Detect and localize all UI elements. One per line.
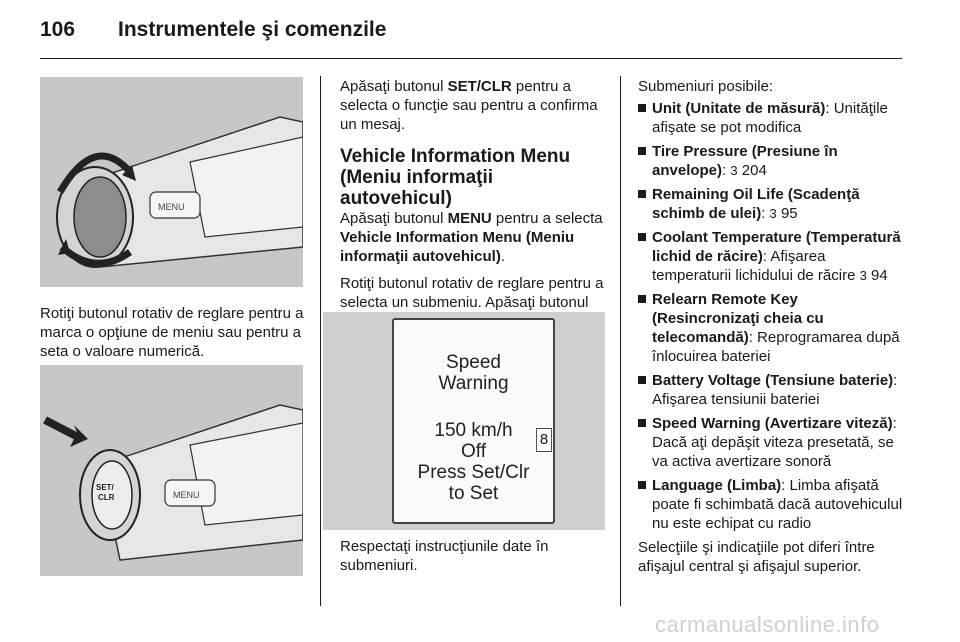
ref-arrow-icon: 3	[730, 163, 738, 178]
lever-menu-text-2: MENU	[173, 490, 200, 500]
page-number: 106	[40, 18, 76, 41]
chapter-title: Instrumentele şi comenzile	[118, 18, 387, 41]
display-figure	[323, 312, 605, 530]
ref-arrow-icon: 3	[769, 206, 777, 221]
para-follow: Respectaţi instrucţiunile date în submeniuri.	[340, 538, 549, 574]
list-item: Remaining Oil Life (Scadenţă schimb de ulei): 3 95	[638, 185, 908, 223]
display-line-6: to Set	[448, 483, 499, 504]
display-line-3: 150 km/h	[434, 420, 513, 441]
list-item: Speed Warning (Avertizare viteză): Dacă aţi depăşit viteza presetată, se va activa avertizare sonoră	[638, 414, 908, 471]
list-item: Relearn Remote Key (Resincronizaţi cheia cu telecomandă): Reprogramarea după înlocuirea bateriei	[638, 290, 908, 366]
list-item: Language (Limba): Limba afişată poate fi schimbată dacă autovehiculul nu este echipat cu radio	[638, 476, 908, 533]
column-divider-2	[620, 76, 621, 606]
display-panel	[392, 318, 555, 524]
para-rotate: Rotiţi butonul rotativ de reglare pentru a selecta un submeniu. Apăsaţi butonul	[340, 275, 604, 311]
para-menu: Apăsaţi butonul MENU pentru a selecta Vehicle Information Menu (Meniu informaţii autovehicul).	[340, 210, 603, 265]
figure-lever-press	[40, 365, 303, 576]
header-rule	[40, 58, 902, 59]
para-setclr: Apăsaţi butonul SET/CLR pentru a selecta o funcţie sau pentru a confirma un mesaj.	[340, 78, 598, 133]
ref-arrow-icon: 3	[859, 268, 867, 283]
lever-menu-text-1: MENU	[158, 202, 185, 212]
list-item: Battery Voltage (Tensiune baterie): Afişarea tensiunii bateriei	[638, 371, 908, 409]
watermark: carmanualsonline.info	[655, 612, 880, 637]
list-item: Coolant Temperature (Temperatură lichid de răcire): Afişarea temperaturii lichidului de răcire 3 94	[638, 228, 908, 285]
lever-press-illustration	[40, 365, 303, 576]
page-header	[40, 18, 386, 42]
right-column	[638, 77, 908, 584]
display-line-1: Speed	[446, 352, 501, 373]
lever-setclr-text-1: SET/	[96, 483, 114, 492]
submenu-intro: Submeniuri posibile:	[638, 78, 774, 95]
list-item: Tire Pressure (Presiune în anvelope): 3 204	[638, 142, 908, 180]
section-heading: Vehicle Information Menu (Meniu informaţii autovehicul)	[340, 146, 571, 209]
lever-rotate-illustration	[40, 77, 303, 287]
left-caption	[40, 304, 305, 369]
submenu-list	[638, 99, 908, 533]
column-divider-1	[320, 76, 321, 606]
lever-setclr-text-2: CLR	[98, 493, 115, 502]
display-line-2: Warning	[438, 373, 509, 394]
display-line-4: Off	[461, 441, 486, 462]
submenu-outro: Selecţiile şi indicaţiile pot diferi între afişajul central şi afişajul superior.	[638, 539, 875, 575]
display-line-5: Press Set/Clr	[417, 462, 530, 483]
display-side-number: 8	[536, 428, 552, 452]
figure-lever-rotate	[40, 77, 303, 287]
middle-footer	[340, 537, 608, 583]
list-item: Unit (Unitate de măsură): Unităţile afişate se pot modifica	[638, 99, 908, 137]
caption-rotate: Rotiţi butonul rotativ de reglare pentru a marca o opţiune de meniu sau pentru a seta o valoare numerică.	[40, 305, 304, 360]
middle-column	[340, 77, 608, 339]
